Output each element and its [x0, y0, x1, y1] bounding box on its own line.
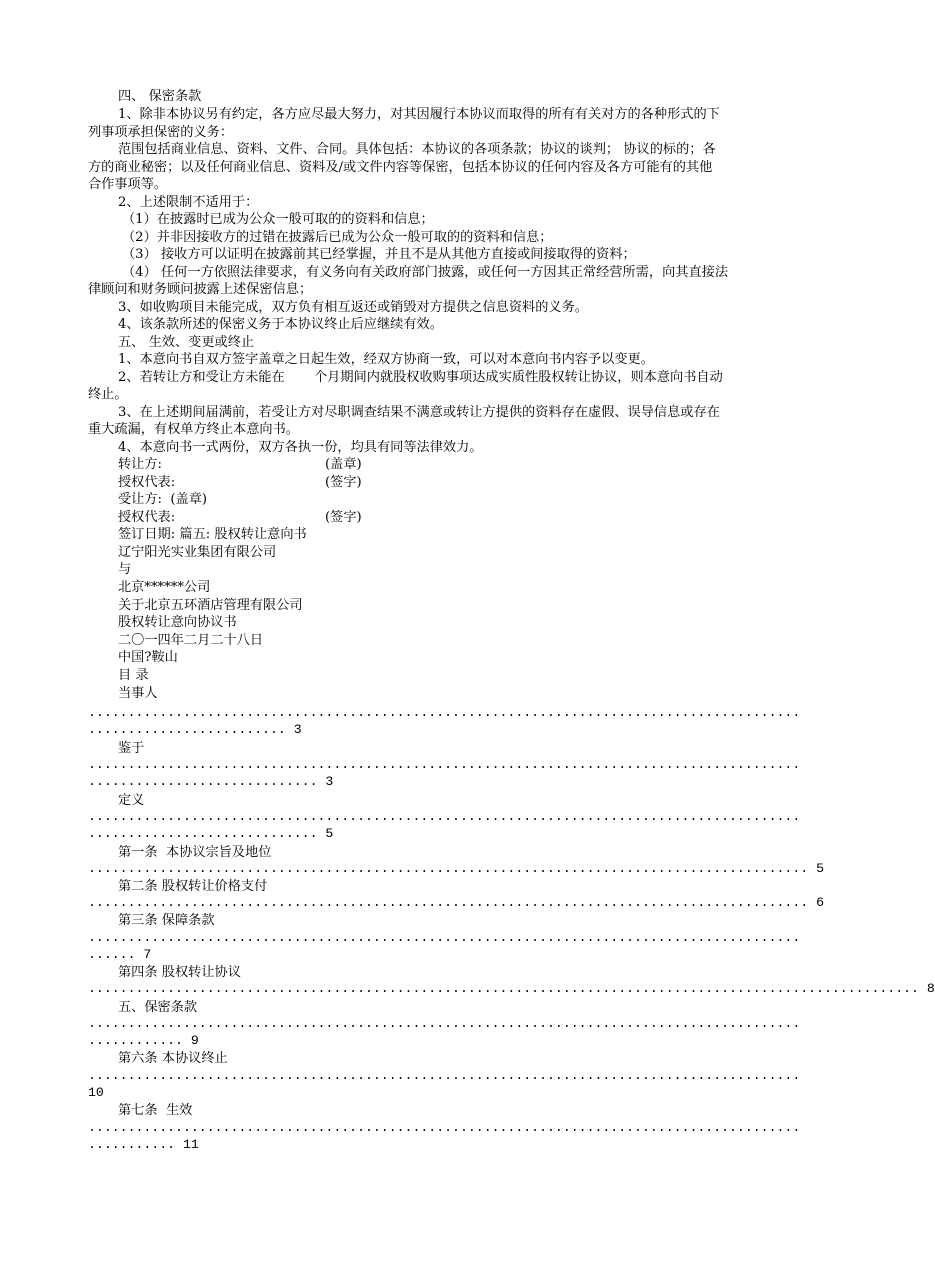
toc-leader: [88, 946, 151, 963]
signature-representative: 授权代表:: [118, 510, 176, 525]
paragraph: 4、该条款所述的保密义务于本协议终止后应继续有效。: [118, 317, 443, 332]
toc-label: 五、保密条款: [118, 1000, 198, 1015]
paragraph: 1、本意向书自双方签字盖章之日起生效，经双方协商一致，可以对本意向书内容予以变更。: [118, 352, 654, 367]
paragraph: 2、若转让方和受让方未能在 个月期间内就股权收购事项达成实质性股权转让协议，则本意向书自动: [118, 370, 723, 385]
paragraph: 终止。: [88, 387, 128, 402]
list-item: （1）在披露时已成为公众一般可取的的资料和信息；: [122, 212, 434, 227]
list-item: （4） 任何一方依照法律要求，有义务向有关政府部门披露，或任何一方因其正常经营所需，向其直接法: [122, 265, 729, 280]
section-heading-effect: 五、 生效、变更或终止: [118, 335, 255, 350]
toc-page-number: 11: [182, 1137, 199, 1152]
toc-leader-dots: ...........: [88, 1137, 176, 1152]
toc-page-number: 3: [325, 774, 334, 789]
paragraph: 重大疏漏，有权单方终止本意向书。: [88, 422, 299, 437]
document-date: 二〇一四年二月二十八日: [118, 633, 264, 648]
toc-page-number: 7: [143, 947, 152, 962]
paragraph: 方的商业秘密；以及任何商业信息、资料及/或文件内容等保密，包括本协议的任何内容及各方可能有的其他: [88, 160, 713, 175]
toc-leader: ..........................................................................................: [88, 809, 801, 824]
paragraph: 合作事项等。: [88, 177, 168, 192]
list-item: （3） 接收方可以证明在披露前其已经掌握，并且不是从其他方直接或间接取得的资料；: [122, 247, 636, 262]
party-name: 北京******公司: [118, 580, 211, 595]
toc-leader: [88, 721, 302, 738]
subject: 关于北京五环酒店管理有限公司: [118, 598, 303, 613]
toc-page-number: 9: [190, 1033, 199, 1048]
toc-label: 定义: [118, 793, 145, 808]
toc-page-number: 3: [293, 722, 302, 737]
toc-leader: ..........................................................................................: [88, 930, 801, 945]
toc-leader: ..........................................................................................: [88, 757, 801, 772]
toc-heading: 目 录: [118, 668, 149, 683]
paragraph: 2、上述限制不适用于：: [118, 195, 259, 210]
toc-leader: [88, 894, 824, 911]
paragraph: 4、本意向书一式两份，双方各执一份，均具有同等法律效力。: [118, 440, 483, 455]
toc-label: 第六条 本协议终止: [118, 1051, 228, 1066]
signature-transferor: 转让方:: [118, 457, 163, 472]
paragraph: 列事项承担保密的义务：: [88, 125, 234, 140]
toc-page-number: 6: [816, 895, 824, 910]
toc-label: 第二条 股权转让价格支付: [118, 879, 268, 894]
toc-leader: ..........................................................................................: [88, 705, 801, 720]
list-item: （2）并非因接收方的过错在披露后已成为公众一般可取的的资料和信息；: [122, 230, 553, 245]
signature-transferee: 受让方: (盖章): [118, 492, 208, 507]
toc-page-number: 5: [816, 861, 824, 876]
section-heading-confidentiality: 四、 保密条款: [118, 89, 202, 104]
toc-leader-dots: ............: [88, 1033, 183, 1048]
signature-seal: (盖章): [325, 457, 362, 472]
toc-page-number: 8: [926, 981, 935, 996]
toc-leader-dots: ......: [88, 947, 136, 962]
signing-date: 签订日期: 篇五: 股权转让意向书: [118, 527, 307, 542]
toc-leader-dots: .........................: [88, 722, 286, 737]
signature-sign: (签字): [325, 510, 362, 525]
toc-leader: ..........................................................................................: [88, 1016, 801, 1031]
toc-leader: [88, 1032, 199, 1049]
toc-leader: [88, 980, 935, 997]
toc-leader: [88, 825, 333, 842]
document-title: 股权转让意向协议书: [118, 615, 237, 630]
conjunction: 与: [118, 562, 132, 577]
toc-leader-dots: .............................: [88, 774, 318, 789]
toc-label: 第七条 生效: [118, 1103, 193, 1118]
paragraph: 范围包括商业信息、资料、文件、合同。具体包括：本协议的各项条款；协议的谈判； 协议的标的；各: [118, 142, 716, 157]
toc-page-number: 5: [325, 826, 334, 841]
paragraph: 3、如收购项目未能完成，双方负有相互返还或销毁对方提供之信息资料的义务。: [118, 300, 588, 315]
toc-leader: [88, 773, 333, 790]
signature-sign: (签字): [325, 475, 362, 490]
toc-leader: [88, 860, 824, 877]
toc-leader-dots: .............................: [88, 826, 318, 841]
toc-leader-dots: ...........................................................................................: [88, 861, 809, 876]
paragraph: 3、在上述期间届满前，若受让方对尽职调查结果不满意或转让方提供的资料存在虚假、误导信息或存在: [118, 405, 720, 420]
toc-leader-dots: ...........................................................................................: [88, 895, 809, 910]
party-name: 辽宁阳光实业集团有限公司: [118, 545, 277, 560]
toc-label: 鉴于: [118, 741, 145, 756]
toc-page-number: 10: [88, 1085, 104, 1100]
toc-leader-dots: .........................................................................................................: [88, 981, 919, 996]
toc-leader: ..........................................................................................: [88, 1120, 801, 1135]
toc-leader: [88, 1136, 199, 1153]
toc-label: 第一条 本协议宗旨及地位: [118, 845, 272, 860]
document-place: 中国?鞍山: [118, 650, 178, 665]
toc-label: 当事人: [118, 686, 158, 701]
toc-leader: ..........................................................................................: [88, 1068, 801, 1083]
signature-representative: 授权代表:: [118, 475, 176, 490]
paragraph: 1、除非本协议另有约定，各方应尽最大努力，对其因履行本协议而取得的所有有关对方的各种形式的下: [118, 107, 720, 122]
toc-label: 第四条 股权转让协议: [118, 965, 241, 980]
toc-label: 第三条 保障条款: [118, 913, 215, 928]
list-item: 律顾问和财务顾问披露上述保密信息；: [88, 282, 313, 297]
